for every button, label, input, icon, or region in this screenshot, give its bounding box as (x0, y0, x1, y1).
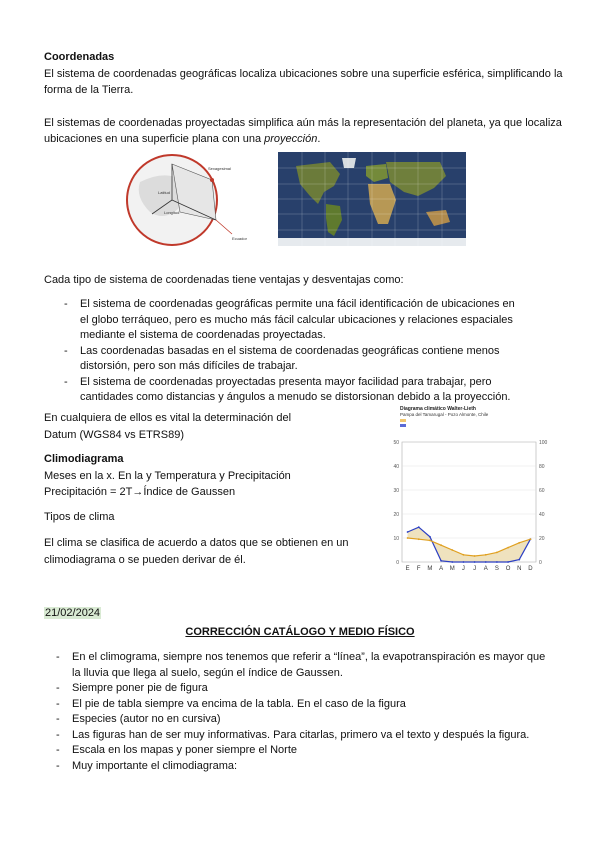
climodiagrama-line-1: Meses en la x. En la y Temperatura y Precipitación (44, 469, 291, 482)
temp-point (496, 552, 498, 554)
intro-list-text: Cada tipo de sistema de coordenadas tiene ventajas y desventajas como: (44, 274, 404, 286)
globe-label-ecuador: Ecuador (232, 236, 247, 241)
precip-point (474, 561, 476, 563)
x-tick-label: A (439, 566, 444, 572)
tipos-text: El clima se clasifica de acuerdo a datos que se obtienen en un climodiagrama o se pueden derivar de él. (44, 537, 349, 566)
list-item: - Las figuras han de ser muy informativas. Para citarlas, primero va el texto y después la figura. (56, 728, 530, 741)
temp-point (407, 537, 409, 539)
list-item: - En el climograma, siempre nos tenemos que referir a “línea”, la evapotranspiración es mayor que la lluvia que llega al suelo, según el índice de Gaussen. (56, 651, 546, 679)
coordenadas-paragraph-2 (44, 115, 564, 148)
p2-italic: proyección (264, 133, 318, 145)
datum-text: En cualquiera de ellos es vital la determinación del Datum (WGS84 vs ETRS89) (44, 412, 292, 441)
temp-point (451, 549, 453, 551)
y-tick-right: 40 (539, 512, 545, 518)
x-tick-label: E (405, 566, 410, 572)
x-tick-label: M (427, 566, 433, 572)
climodiagrama-line-2: Precipitación = 2T→Índice de Gaussen (44, 486, 236, 498)
y-tick-left: 20 (393, 512, 399, 518)
list-item: - El sistema de coordenadas geográficas permite una fácil identificación de ubicaciones en el globo terráqueo, pero es mucho más fácil calcular ubicaciones y relaciones espaciales mediante el sistema de coordenadas proyectadas. (64, 298, 515, 341)
climodiagrama-title: Climodiagrama (44, 453, 124, 465)
chart-title: Diagrama climático Walter-Lieth (400, 406, 476, 412)
x-tick-label: M (449, 566, 455, 572)
world-map-figure (278, 152, 466, 246)
coordenadas-title: Coordenadas (44, 51, 115, 63)
precip-point (496, 561, 498, 563)
x-tick-label: A (483, 566, 488, 572)
correction-title: CORRECCIÓN CATÁLOGO Y MEDIO FÍSICO (185, 626, 415, 638)
x-tick-label: N (517, 566, 522, 572)
precip-point (451, 561, 453, 563)
advantages-list (64, 297, 524, 406)
precip-point (507, 561, 509, 563)
chart-subtitle: Pampa del Tamarugal - Pozo Almonte, Chile (400, 412, 489, 417)
temp-point (485, 554, 487, 556)
x-tick-label: S (494, 566, 499, 572)
date-stamp: 21/02/2024 (45, 607, 101, 619)
precip-point (407, 531, 409, 533)
precip-point (518, 559, 520, 561)
p2-end: . (317, 133, 321, 145)
precip-point (485, 561, 487, 563)
precip-point (429, 536, 431, 538)
list-item: - Siempre poner pie de figura (56, 682, 208, 694)
precip-point (418, 526, 420, 528)
legend-swatch-precip (400, 424, 406, 427)
temp-point (463, 554, 465, 556)
legend-swatch-temp (400, 419, 406, 422)
list-item: - Especies (autor no en cursiva) (56, 713, 221, 725)
list-item: - Muy importante el climodiagrama: (56, 759, 238, 772)
y-tick-right: 20 (539, 536, 545, 542)
temp-point (518, 542, 520, 544)
x-tick-label: D (528, 566, 533, 572)
y-tick-right: 0 (539, 560, 542, 566)
list-item: - El pie de tabla siempre va encima de la tabla. En el caso de la figura (56, 697, 406, 710)
globe-label-longitud: Longitud (164, 210, 180, 215)
globe-label-latitud: Latitud (158, 190, 171, 195)
x-tick-label: O (505, 566, 511, 572)
y-tick-right: 60 (539, 488, 545, 494)
tipos-title: Tipos de clima (44, 511, 115, 523)
y-tick-left: 50 (393, 440, 399, 446)
x-tick-label: J (473, 566, 477, 572)
y-tick-right: 80 (539, 464, 545, 470)
temp-point (474, 555, 476, 557)
y-tick-left: 0 (396, 560, 399, 566)
y-tick-right: 100 (539, 440, 548, 446)
precip-point (463, 561, 465, 563)
climodiagram-chart (370, 404, 560, 582)
x-tick-label: J (461, 566, 465, 572)
temp-point (429, 540, 431, 542)
precip-point (440, 560, 442, 562)
list-item: - Las coordenadas basadas en el sistema de coordenadas geográficas contiene menos distorsión, pero son más difíciles de trabajar. (64, 344, 500, 372)
list-item: - Escala en los mapas y poner siempre el Norte (56, 744, 297, 756)
list-item: - El sistema de coordenadas proyectadas presenta mayor facilidad para trabajar, pero cantidades como distancias y ángulos a menudo se distorsionan debido a la proyección. (64, 375, 511, 403)
y-tick-left: 40 (393, 464, 399, 470)
y-tick-left: 10 (393, 536, 399, 542)
correction-list (56, 650, 556, 774)
temp-point (440, 544, 442, 546)
temp-point (530, 538, 532, 540)
p2-text: El sistemas de coordenadas proyectadas simplifica aún más la representación del planeta, ya que localiza ubicaciones en una superficie plana con una (44, 116, 562, 145)
section-climodiagrama (44, 451, 364, 501)
x-tick-label: F (416, 566, 421, 572)
coordenadas-paragraph-1: El sistema de coordenadas geográficas localiza ubicaciones sobre una superficie esférica, simplificando la forma de la Tierra. (44, 67, 563, 96)
globe-figure (120, 152, 250, 248)
y-tick-left: 30 (393, 488, 399, 494)
temp-point (418, 538, 420, 540)
temp-point (507, 547, 509, 549)
globe-label-sexagesimal: Sexagesimal (208, 166, 231, 171)
section-coordenadas (44, 49, 564, 148)
